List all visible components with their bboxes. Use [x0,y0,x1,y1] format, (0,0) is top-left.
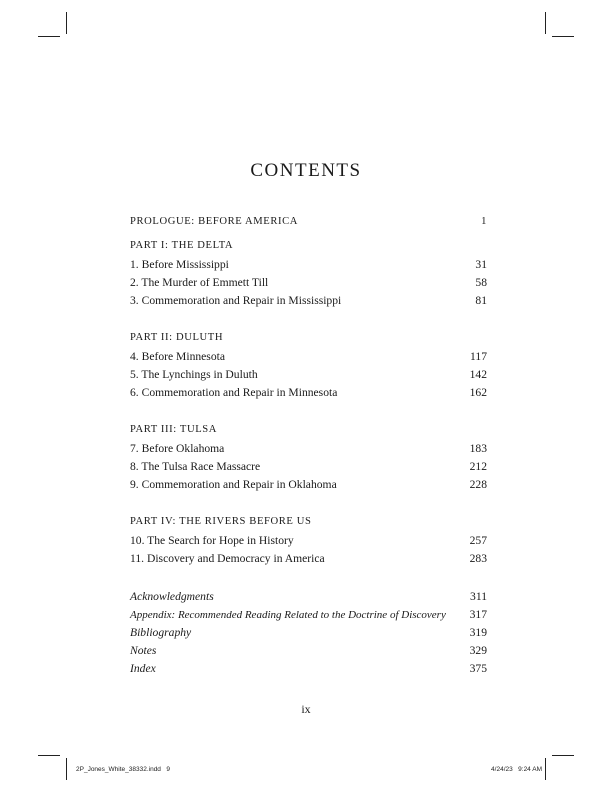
toc-entry-page: 31 [475,258,487,271]
toc-entry[interactable] [130,368,487,386]
toc-entry-title: Bibliography [130,626,192,639]
toc-entry-title: 3. Commemoration and Repair in Mississippi [130,294,342,307]
toc-entry-page: 183 [469,442,487,455]
toc-entry[interactable] [130,350,487,368]
toc-entry-page: 212 [469,460,487,473]
toc-entry[interactable] [130,276,487,294]
toc-entry-page: 142 [469,368,487,381]
toc-entry-title: Acknowledgments [130,590,214,603]
toc-backmatter-entry[interactable] [130,662,487,680]
toc-backmatter-entry[interactable] [130,590,487,608]
toc-entry[interactable] [130,386,487,404]
toc-entry[interactable] [130,552,487,570]
toc-entry-title: Index [130,662,156,675]
part-heading: PART II: DULUTH [130,332,224,343]
toc-entry-page: 81 [475,294,487,307]
toc-entry-title: Appendix: Recommended Reading Related to the Doctrine of Discovery [130,609,446,621]
part-heading: PART I: THE DELTA [130,240,234,251]
toc-entry-title: 9. Commemoration and Repair in Oklahoma [130,478,337,491]
toc-entry-page: 317 [469,608,487,621]
crop-mark-top-right-vertical [545,12,546,34]
toc-entry-page: 375 [469,662,487,675]
toc-entry-title: 6. Commemoration and Repair in Minnesota [130,386,338,399]
toc-entry-page: 283 [469,552,487,565]
toc-entry-title: 2. The Murder of Emmett Till [130,276,269,289]
toc-entry-page: 319 [469,626,487,639]
table-of-contents [130,0,487,792]
print-slug-left: 2P_Jones_White_38332.indd 9 [76,766,170,773]
toc-backmatter-entry[interactable] [130,608,487,626]
toc-entry-title: 4. Before Minnesota [130,350,225,363]
toc-entry[interactable] [130,294,487,312]
toc-entry-title: Notes [130,644,157,657]
toc-entry-title: 11. Discovery and Democracy in America [130,552,325,565]
crop-mark-bottom-right-vertical [545,758,546,780]
toc-entry-page: 162 [469,386,487,399]
toc-entry[interactable] [130,442,487,460]
crop-mark-bottom-right-horizontal [552,755,574,756]
toc-entry[interactable] [130,258,487,276]
toc-entry-title: 7. Before Oklahoma [130,442,225,455]
toc-entry-page: 329 [469,644,487,657]
toc-entry-title: PROLOGUE: BEFORE AMERICA [130,216,299,227]
part-heading: PART IV: THE RIVERS BEFORE US [130,516,312,527]
toc-entry[interactable] [130,460,487,478]
toc-entry-page: 117 [470,350,487,363]
toc-entry-title: 5. The Lynchings in Duluth [130,368,258,381]
toc-entry[interactable] [130,534,487,552]
crop-mark-top-left-vertical [66,12,67,34]
crop-mark-bottom-left-horizontal [38,755,60,756]
part-heading: PART III: TULSA [130,424,218,435]
page-title: CONTENTS [250,160,362,181]
toc-entry-page: 311 [470,590,487,603]
toc-backmatter-entry[interactable] [130,626,487,644]
crop-mark-bottom-left-vertical [66,758,67,780]
toc-entry-title: 1. Before Mississippi [130,258,229,271]
toc-entry-page: 1 [481,216,487,227]
toc-entry-title: 8. The Tulsa Race Massacre [130,460,261,473]
toc-entry-page: 257 [469,534,487,547]
toc-entry-page: 228 [469,478,487,491]
toc-entry[interactable] [130,478,487,496]
page-number: ix [301,702,311,716]
toc-prologue[interactable] [130,216,487,234]
toc-entry-title: 10. The Search for Hope in History [130,534,294,547]
toc-entry-page: 58 [475,276,487,289]
toc-backmatter-entry[interactable] [130,644,487,662]
crop-mark-top-left-horizontal [38,36,60,37]
print-slug-right: 4/24/23 9:24 AM [491,766,542,773]
crop-mark-top-right-horizontal [552,36,574,37]
